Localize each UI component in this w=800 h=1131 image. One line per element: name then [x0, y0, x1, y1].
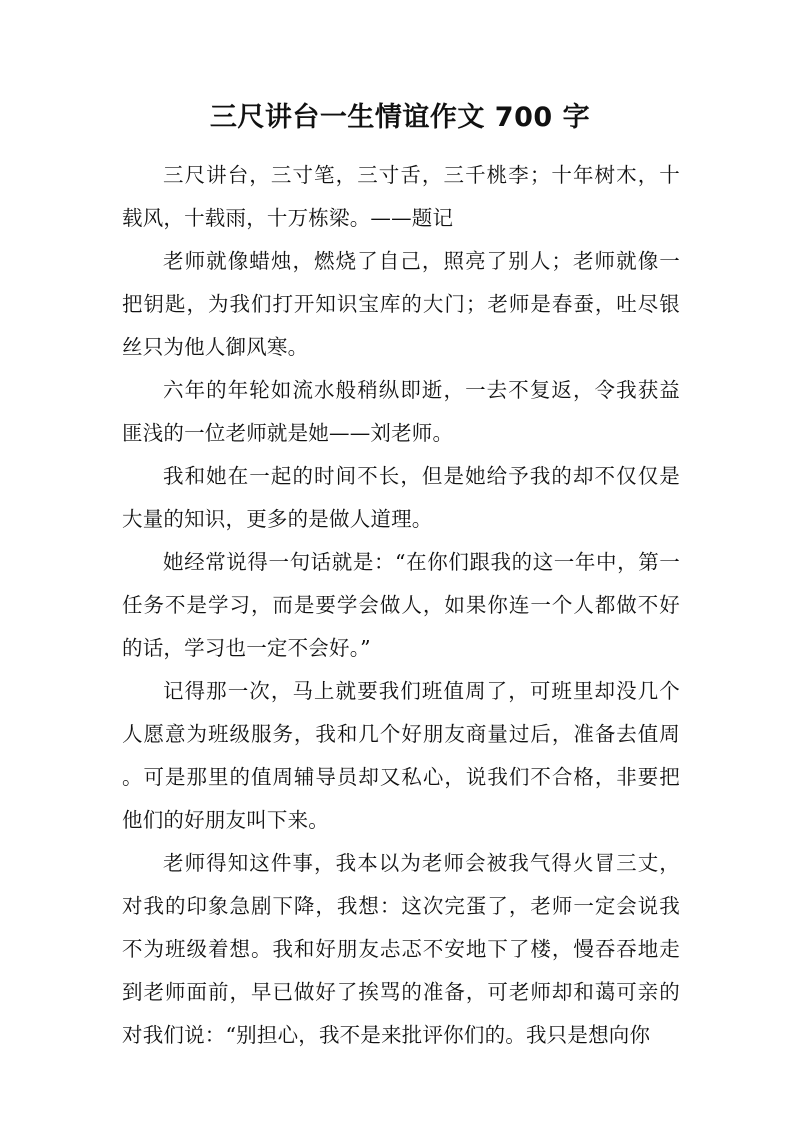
paragraph-her-saying: 她经常说得一句话就是：“在你们跟我的这一年中，第一任务不是学习，而是要学会做人，如果你连一个人都做不好的话，学习也一定不会好。” — [122, 550, 680, 660]
paragraph-epigraph: 三尺讲台，三寸笔，三寸舌，三千桃李；十年树木，十载风，十载雨，十万栋梁。——题记 — [122, 163, 680, 230]
paragraph-six-years: 六年的年轮如流水般稍纵即逝，一去不复返，令我获益匪浅的一位老师就是她——刘老师。 — [122, 378, 680, 445]
paragraph-time-together: 我和她在一起的时间不长，但是她给予我的却不仅仅是大量的知识，更多的是做人道理。 — [122, 464, 680, 531]
paragraph-teacher-response: 老师得知这件事，我本以为老师会被我气得火冒三丈，对我的印象急剧下降，我想：这次完蛋了，老师一定会说我不为班级着想。我和好朋友忐忑不安地下了楼，慢吞吞地走到老师面前，早已做好了挨骂的准备，可老师却和蔼可亲的对我们说：“别担心，我不是来批评你们的。我只是想向你 — [122, 851, 680, 1047]
document-title: 三尺讲台一生情谊作文 700 字 — [209, 102, 591, 133]
paragraph-teacher-metaphors: 老师就像蜡烛，燃烧了自己，照亮了别人；老师就像一把钥匙，为我们打开知识宝库的大门；老师是春蚕，吐尽银丝只为他人御风寒。 — [122, 249, 680, 359]
paragraph-duty-week: 记得那一次，马上就要我们班值周了，可班里却没几个人愿意为班级服务，我和几个好朋友商量过后，准备去值周。可是那里的值周辅导员却又私心，说我们不合格，非要把他们的好朋友叫下来。 — [122, 679, 680, 832]
document-body — [122, 154, 680, 1057]
